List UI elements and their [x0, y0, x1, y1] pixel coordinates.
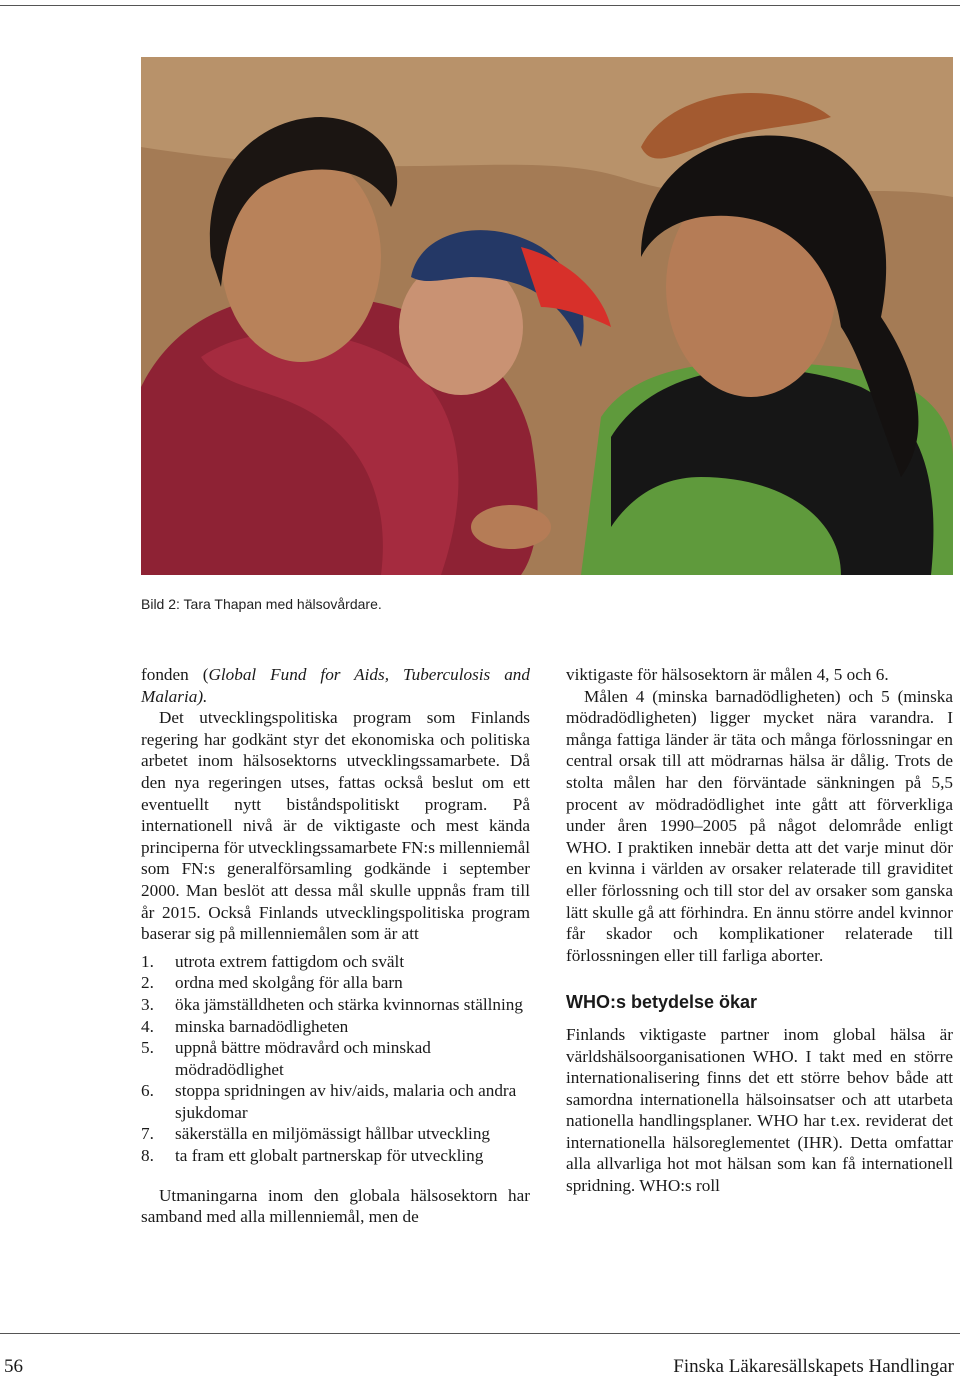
goal-number: 3.	[141, 994, 154, 1014]
right-column	[566, 664, 953, 1197]
list-item	[141, 1037, 530, 1080]
fund-text: fonden (	[141, 665, 209, 684]
goal-text: ordna med skolgång för alla barn	[175, 973, 403, 993]
photo-illustration	[141, 57, 953, 575]
list-item	[141, 972, 530, 994]
goal-text: stoppa spridningen av hiv/aids, malaria och andra sjukdomar	[175, 1081, 517, 1122]
goal-text: ta fram ett globalt partnerskap för utveckling	[175, 1146, 484, 1166]
goal-number: 1.	[141, 951, 154, 971]
list-item	[141, 1123, 530, 1145]
goal-number: 5.	[141, 1038, 154, 1058]
paragraph-global-health-challenges: Utmaningarna inom den globala hälsosektorn har samband med alla millenniemål, men de	[141, 1185, 530, 1227]
list-item	[141, 1016, 530, 1038]
list-item	[141, 1080, 530, 1123]
goal-text: öka jämställdheten och stärka kvinnornas ställning	[175, 994, 523, 1014]
page-number: 56	[4, 1356, 23, 1377]
goal-number: 4.	[141, 1016, 154, 1036]
goal-text: utrota extrem fattigdom och svält	[175, 951, 405, 971]
goal-text: säkerställa en miljömässigt hållbar utveckling	[175, 1124, 491, 1144]
paragraph-fund	[141, 664, 530, 707]
section-heading: WHO:s betydelse ökar	[566, 992, 758, 1013]
millennium-goals-list	[141, 951, 530, 1167]
goal-number: 2.	[141, 973, 154, 993]
list-item	[141, 1145, 530, 1167]
top-rule	[0, 5, 960, 6]
photo-caption: Bild 2: Tara Thapan med hälsovårdare.	[141, 596, 382, 612]
paragraph-development-program: Det utvecklingspolitiska program som Finlands regering har godkänt styr det ekonomiska och politiska arbetet inom hälsosektorns utvecklingssamarbete. Då den nya regeringen utses, fattas också beslut om ett eventuellt nytt biståndspolitiskt program. På internationell nivå är de viktigaste och mest kända principerna för utvecklingssamarbete FN:s millenniemål som FN:s generalförsamling godkände i september 2000. Man beslöt att dessa mål skulle uppnås fram till år 2015. Också Finlands utvecklingspolitiska program baserar sig på millenniemålen som är att	[141, 708, 530, 944]
list-item	[141, 994, 530, 1016]
left-column	[141, 664, 530, 1228]
paragraph-goals-456: viktigaste för hälsosektorn är målen 4, 5 och 6.	[566, 665, 889, 684]
goal-number: 7.	[141, 1124, 154, 1144]
fund-name: Global Fund for Aids, Tuberculosis and Malaria).	[141, 665, 530, 706]
goal-text: uppnå bättre mödravård och minskad mödradödlighet	[175, 1038, 431, 1079]
goal-number: 8.	[141, 1146, 154, 1166]
bottom-rule	[0, 1333, 960, 1334]
goal-text: minska barnadödligheten	[175, 1016, 349, 1036]
list-item	[141, 951, 530, 973]
journal-name: Finska Läkaresällskapets Handlingar	[673, 1356, 954, 1377]
goal-number: 6.	[141, 1081, 154, 1101]
paragraph-maternal-health: Målen 4 (minska barnadödligheten) och 5 (minska mödradödligheten) ligger mycket nära varandra. I många fattiga länder är täta och många förlossningar en central orsak till att mödrarnas hälsa är dålig. Trots de stolta målen har den förväntade sänkningen på 5,5 procent av mödradödlighet inte gått att förverkliga under åren 1990–2005 på något delområde enligt WHO. I praktiken innebär detta att det varje minut dör en kvinna i världen av orsaker relaterade till graviditet eller förlossning och till stor del av orsaker som ganska lätt skulle gå att förhindra. En ännu större andel kvinnor får skador och komplikationer relaterade till förlossningen eller till farliga aborter.	[566, 686, 953, 965]
paragraph-who-role: Finlands viktigaste partner inom global hälsa är världshälsoorganisationen WHO. I takt med en större internationalisering finns det ett större behov både att samordna internationella hälsoinsatser och att utarbeta nationella handlingsplaner. WHO har t.ex. reviderat det internationella hälsoreglementet (IHR). Detta omfattar alla allvarliga hot mot hälsan som kan få internationell spridning. WHO:s roll	[566, 1024, 953, 1196]
photo	[141, 57, 953, 575]
